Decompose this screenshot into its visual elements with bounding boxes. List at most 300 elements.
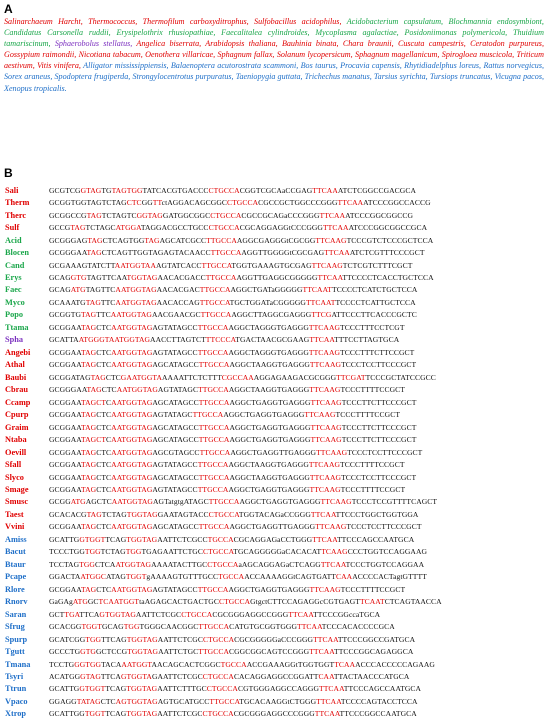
sequence: GCGGAATAGCTCAATGGTAGAGCATAGCCTTGCCAAGGCTGAGGTGAGGGTTCAAGTCCCTTCTTCCCGCT	[49, 397, 417, 407]
sequence: GCGGAATAGCTCAATGGTAGAGCATAGCCTTGCCAAGGCTGAGGTTGAGGGTTCAAGTCCCTCCTTCCCGCT	[49, 522, 422, 532]
sequence-label: Vpaco	[5, 696, 28, 706]
conserved-motif: TAG	[144, 235, 160, 245]
conserved-motif: TTGCCA	[192, 410, 224, 420]
sequence: GCCGTAGTCTAGCATGGATAGGACGCCTGCCCTGCCACGCAGGAGGtCCCGGGTTCAAATCCCGGCGGCCGCA	[49, 223, 428, 233]
conserved-motif: AATGGTAA	[114, 260, 157, 270]
sequence: GCGGAATAGCTCAATGGTAGAGTATAGCTTGCCAAGGCTGAGGTGAGGGTTCAAGTCCCTTTTCCGCT	[49, 410, 401, 420]
conserved-motif: ATG	[70, 497, 86, 507]
sequence-label: Faec	[5, 285, 22, 295]
conserved-motif: TCAA	[334, 659, 356, 669]
alignment-row	[5, 546, 547, 558]
alignment-row	[5, 396, 547, 408]
species-name: Sphagnum magellanicum,	[355, 50, 440, 60]
conserved-motif: CTGCCA	[218, 597, 251, 607]
conserved-motif: TTCAAG	[310, 422, 342, 432]
species-name: Alligator mississippiensis,	[83, 61, 169, 71]
species-name: Erysipelothrix rhusiopathiae,	[116, 28, 216, 38]
alignment-row	[5, 658, 547, 670]
conserved-motif: TAG	[81, 522, 97, 532]
sequence: GCATTGGTGGTTCAGTGGTAGAATTCTCGCCTGCCACGCGGGAGGCCCGGGTTCAATTCCCGGCCAATGCA	[49, 709, 417, 719]
conserved-motif: AATGGTAG	[111, 584, 153, 594]
conserved-motif: CTGCCA	[208, 509, 239, 519]
conserved-motif: TAGTGG	[111, 185, 143, 195]
conserved-motif: TTCAA	[322, 223, 349, 233]
sequence: GCGGAATAGCTCAATGGTAGAGCGTAGCCTTGCCAAGGCTGAGGTTGAGGGTTCAAGTCCCTCCTTCCCGCT	[49, 447, 423, 457]
alignment-row	[5, 571, 547, 583]
conserved-motif: TTCAA	[310, 509, 336, 519]
conserved-motif: TTCAAG	[304, 410, 336, 420]
alignment-row	[5, 558, 547, 570]
species-name: Ceratodon purpureus,	[470, 39, 544, 49]
species-name: Sorex araneus,	[4, 72, 53, 82]
sequence-label: Sfall	[5, 460, 22, 470]
sequence: GCGGGAGTAGCTCAGTGGTAGAGCATCGCCTTGCCAAGGCGAGGGtCGCGGTTCAAGTCCCGTCTCCCGCTCCA	[49, 235, 434, 245]
conserved-motif: TAG	[86, 385, 102, 395]
alignment-row	[5, 259, 547, 271]
conserved-motif: GAATGGTA	[120, 372, 162, 382]
conserved-motif: ATGGA	[115, 223, 141, 233]
conserved-motif: GTGGT	[79, 534, 106, 544]
conserved-motif: TTCAA	[319, 210, 346, 220]
alignment-row	[5, 246, 547, 258]
species-name: Arabidopsis thaliana,	[205, 39, 278, 49]
conserved-motif: TTGCCA	[200, 310, 232, 320]
conserved-motif: TGG	[85, 634, 102, 644]
conserved-motif: GTGGT	[79, 684, 106, 694]
conserved-motif: TAG	[86, 248, 102, 258]
sequence: GCGGAATAGCTCAATGGTAGAGCATAGCCTTGCCAAGGCTGAGGTGAGGGTTCAAGTCCCTTCTTCCCGCT	[49, 422, 417, 432]
conserved-motif: AATGGTAG	[116, 385, 158, 395]
conserved-motif: TTGCCA	[198, 472, 230, 482]
conserved-motif: CTGCCA	[202, 709, 234, 719]
sequence-label: Cand	[5, 260, 25, 270]
sequence-label: Rlore	[5, 584, 25, 594]
conserved-motif: TAG	[86, 509, 102, 519]
species-name: Candidatus Carsonella ruddii,	[4, 28, 111, 38]
conserved-motif: TTCAA	[316, 696, 341, 706]
conserved-motif: TTCAA	[324, 248, 350, 258]
conserved-motif: TTGCCA	[199, 285, 231, 295]
conserved-motif: TAG	[85, 297, 101, 307]
panel-label-b: B	[4, 166, 13, 180]
sequence: GCATCGGTGGTTCAGTGGTAGAATTCTCGCCTGCCACGCGGGGGaCCCGGGTTCAATTCCCGGCCGATGCA	[49, 634, 416, 644]
conserved-motif: TAG	[81, 310, 97, 320]
conserved-motif: TAG	[81, 484, 97, 494]
sequence: GCGGAATAGCTCAATGGTAGAGTATAGCCTTGCCAAGGCTGAGGTGAGGGTTCAAGTCCCTTTTCCGCT	[49, 484, 406, 494]
conserved-motif: CTGCCA	[208, 223, 240, 233]
alignment-row	[5, 421, 547, 433]
sequence: GCGGTGGTAGTCTAGCTCGGTTctAGGACAGCGGCCTGCCACGCCGCTGGCCCGGGTTCAAATCCCGGCCACCG	[49, 198, 431, 208]
conserved-motif: TTGCCA	[205, 273, 237, 283]
conserved-motif: TTGCCA	[208, 497, 240, 507]
conserved-motif: TAG	[81, 472, 97, 482]
sequence: GCAGGTGTAGTTCAATGGTAGAACACGACCTTGCCAAGGTTGAGGCGGGGGTTCAATTCCCCTCACCTGCTCCA	[49, 273, 434, 283]
conserved-motif: TTGCCA	[199, 297, 230, 307]
species-name: Solanum lycopersicum,	[276, 50, 353, 60]
conserved-motif: ATGGC	[80, 572, 107, 582]
sequence: GCACACGTAGTCTAGTGGTAGGAATAGTACCCTGCCATGGTACAGaCCGGGTTCAATTCCCTGGCTGGTGGA	[49, 509, 419, 519]
species-name: Rhytidiadelphus loreus,	[404, 61, 482, 71]
conserved-motif: TAG	[81, 410, 97, 420]
conserved-motif: AATGGTAG	[111, 322, 153, 332]
conserved-motif: TTCAAG	[309, 484, 341, 494]
sequence-label: Sali	[5, 185, 19, 195]
alignment-row	[5, 670, 547, 682]
conserved-motif: GGTAG	[136, 210, 163, 220]
species-name: Vitis vinifera,	[37, 61, 81, 71]
conserved-motif: GTGGTA	[120, 672, 152, 682]
species-name: Cuscuta campestris,	[397, 39, 466, 49]
alignment-row	[5, 284, 547, 296]
sequence-label: Taest	[5, 509, 24, 519]
alignment-row	[5, 309, 547, 321]
conserved-motif: TTCAAT	[305, 297, 336, 307]
conserved-motif: TTCGAT	[336, 372, 366, 382]
species-name: Mycoplasma agalactiae,	[315, 28, 399, 38]
conserved-motif: TGGTAG	[126, 684, 158, 694]
conserved-motif: TGCCA	[207, 534, 234, 544]
conserved-motif: TTGCCA	[198, 622, 230, 632]
species-name: Trichechus manatus,	[304, 72, 372, 82]
conserved-motif: TTCAAG	[308, 322, 341, 332]
sequence: GCGGAATAGCTCAATGGTAGAGTATAGCCTTGCCAAGGCTAGGGTGAGGGTTCAAGTCCCTTTCCTCGT	[49, 322, 405, 332]
conserved-motif: TTCAAG	[310, 435, 342, 445]
conserved-motif: TTGCCA	[198, 385, 229, 395]
conserved-motif: TTGCCA	[198, 647, 229, 657]
conserved-motif: TGG	[84, 547, 101, 557]
sequence: GCAGATGTAGTTCAATGGTAGAACACGACTTGCCAAGGCTGATaGGGGGTTCAATTCCCCTCATCTGCTCCA	[49, 285, 418, 295]
conserved-motif: AATGGTAG	[110, 310, 152, 320]
species-name: Balaenoptera acutorostrata scammoni,	[170, 61, 299, 71]
conserved-motif: TAG	[81, 347, 97, 357]
conserved-motif: TAG	[86, 210, 102, 220]
sequence-label: Sfrug	[5, 622, 25, 632]
sequence: GCGGGAATAGCTCAGTTGGTAGAGTACAACCTTGCCAAGGTTGGGGtCGCGAGTTCAAATCTCGTTTCCCGCT	[49, 248, 425, 258]
conserved-motif: TTCAA	[288, 609, 314, 619]
conserved-motif: TTGCCA	[210, 248, 242, 258]
conserved-motif: TTCAAG	[311, 260, 343, 270]
conserved-motif: TAG	[70, 223, 86, 233]
species-name: Bos taurus,	[300, 61, 338, 71]
conserved-motif: TTCAA	[337, 198, 364, 208]
conserved-motif: TAG	[81, 460, 97, 470]
conserved-motif: GTGGTAG	[99, 609, 136, 619]
sequence-label: Ccamp	[5, 397, 31, 407]
conserved-motif: TTGCCA	[198, 435, 230, 445]
sequence: GCGGAATAGCTCAATGGTAGAGTATAGCCTTGCCAAGGCTAAGGTGAGGGTTCAAGTCCCTTTTCCGCT	[49, 460, 405, 470]
alignment-row	[5, 221, 547, 233]
sequence-label: Btaur	[5, 559, 26, 569]
conserved-motif: TGCCA	[218, 572, 245, 582]
alignment-row	[5, 533, 547, 545]
conserved-motif: TTCAAG	[320, 497, 352, 507]
sequence-alignment	[5, 184, 547, 720]
species-name: Tursiops truncatus,	[429, 72, 493, 82]
conserved-motif: TTCAA	[319, 684, 344, 694]
sequence: GCACGGTGGTGCAGTGGTGGGCAACGGCTTGCCACATGTGCGGTGGGTTCAATCCCACACCCCGCA	[49, 622, 395, 632]
species-name: Rattus norvegicus,	[483, 61, 545, 71]
conserved-motif: TTGCCA	[198, 360, 230, 370]
sequence-label: Spurp	[5, 634, 28, 644]
alignment-row	[5, 483, 547, 495]
sequence-label: Amiss	[5, 534, 27, 544]
conserved-motif: TTGCCA	[209, 696, 240, 706]
alignment-row	[5, 458, 547, 470]
conserved-motif: TTCAAT	[302, 285, 332, 295]
conserved-motif: TAG	[81, 422, 97, 432]
sequence-label: Erys	[5, 273, 22, 283]
sequence-label: Spha	[5, 335, 23, 345]
sequence: GCGGGAATAGCTCAATGGTAGAGTATAGCTTGCCAAGGCTAAGGTGAGGGTTCAAGTCCCTTTTCCGCT	[49, 385, 405, 395]
conserved-motif: CAA	[335, 572, 353, 582]
sequence: GCGTCGGTAGTGTAGTGGTATCACGTGACCCCTGCCACGGTCGCAaCCGAGTTCAAATCTCGGCCGACGCA	[49, 185, 417, 195]
conserved-motif: TTCAAG	[315, 522, 347, 532]
conserved-motif: TTCAAG	[309, 472, 342, 482]
sequence-label: Vvini	[5, 522, 25, 532]
species-name: Bauhinia binata,	[281, 39, 339, 49]
conserved-motif: TCAAG	[321, 547, 348, 557]
conserved-motif: TTCAAG	[309, 385, 341, 395]
species-name: Salinarchaeum Harcht,	[4, 17, 83, 26]
conserved-motif: TTGCCA	[201, 260, 232, 270]
conserved-motif: TTGCCA	[197, 347, 229, 357]
conserved-motif: AATGGTAG	[115, 297, 157, 307]
conserved-motif: TT	[152, 198, 162, 208]
sequence-label: Therc	[5, 210, 27, 220]
alignment-row	[5, 708, 547, 720]
conserved-motif: CTGCCA	[202, 634, 235, 644]
conserved-motif: CTC	[126, 198, 142, 208]
sequence-label: Acid	[5, 235, 22, 245]
species-list	[4, 16, 544, 94]
conserved-motif: CTGCCA	[202, 672, 234, 682]
sequence-label: Bacut	[5, 547, 26, 557]
alignment-row	[5, 321, 547, 333]
conserved-motif: GTAG	[80, 672, 101, 682]
sequence-label: Cpurp	[5, 410, 29, 420]
conserved-motif: TGGTAG	[126, 534, 158, 544]
species-name: Procavia capensis,	[340, 61, 402, 71]
alignment-row	[5, 371, 547, 383]
alignment-row	[5, 359, 547, 371]
sequence-label: Sulf	[5, 223, 20, 233]
conserved-motif: AATGGTAG	[111, 347, 153, 357]
species-name: Thermofilum carboxyditrophus,	[142, 17, 249, 26]
conserved-motif: TGA	[64, 609, 80, 619]
panel-label-a: A	[4, 2, 13, 16]
alignment-row	[5, 608, 547, 620]
sequence-label: Cbrau	[5, 385, 29, 395]
sequence-label: Tgutt	[5, 647, 25, 657]
alignment-row	[5, 296, 547, 308]
sequence: GCGAAAGTATCTTAATGGTAAAGTATCACCTTGCCATGGTGAAAGTGCGAGTTCAAGTCTCGTCTTTCGCT	[49, 260, 413, 270]
conserved-motif: TGGT	[81, 622, 102, 632]
sequence-label: Ttrun	[5, 684, 27, 694]
conserved-motif: TATAG	[76, 696, 101, 706]
conserved-motif: CTGCCA	[202, 547, 234, 557]
conserved-motif: TTCAA	[313, 634, 338, 644]
species-name: Vicugna pacos,	[494, 72, 544, 82]
species-name: Spodoptera frugiperda,	[54, 72, 131, 82]
alignment-row	[5, 384, 547, 396]
conserved-motif: TGGTAG	[126, 273, 158, 283]
conserved-motif: TTCAA	[314, 709, 340, 719]
sequence-label: Graim	[5, 422, 29, 432]
conserved-motif: CAA	[318, 672, 334, 682]
conserved-motif: TTCAA	[297, 622, 322, 632]
alignment-row	[5, 334, 547, 346]
conserved-motif: TAG	[81, 322, 97, 332]
alignment-row	[5, 595, 547, 607]
sequence-label: Smage	[5, 484, 29, 494]
sequence: TCCCTGGTGGTCTAGTGGTGAGAATTCTGCCTGCCATGCAGGGGGaCACACATTCAAGCCCTGGTCCAGGAAG	[49, 547, 428, 557]
conserved-motif: TTCAA	[312, 185, 338, 195]
conserved-motif: AGTGGTAG	[115, 696, 158, 706]
species-name: Taeniopygia guttata,	[235, 72, 303, 82]
sequence: GGAGGTATAGCTCAGTGGTAGAGTGCATGCCTTGCCATGCACAAGGtCTGGGTTCAATCCCCAGTACCTCCA	[49, 696, 418, 706]
sequence-label: Angebi	[5, 347, 31, 357]
conserved-motif: AATGGTAG	[111, 497, 153, 507]
conserved-motif: TTCAAG	[309, 360, 342, 370]
sequence: GCGGAATAGCTCAATGGTAGAGTATAGCCTTGCCAAGGCTAGGGTGAGGGTTCAAGTCCCTTTCTTCCGCT	[49, 347, 415, 357]
alignment-row	[5, 446, 547, 458]
sequence-label: Saran	[5, 609, 27, 619]
sequence-label: Myco	[5, 297, 25, 307]
alignment-row	[5, 471, 547, 483]
species-name: Posidoniimonas polymericola,	[404, 28, 508, 38]
conserved-motif: AATGGTAG	[111, 447, 153, 457]
conserved-motif: TTGCCA	[198, 422, 230, 432]
conserved-motif: TAG	[81, 360, 97, 370]
conserved-motif: TTCAA	[312, 534, 337, 544]
species-name: Thermococcus,	[88, 17, 138, 26]
conserved-motif: TGGTAG	[126, 709, 158, 719]
conserved-motif: GTAG	[80, 185, 102, 195]
alignment-row	[5, 620, 547, 632]
conserved-motif: TAG	[87, 235, 103, 245]
conserved-motif: ATGGGTAATGGTAG	[78, 335, 151, 345]
sequence: GCGGAATAGCTCAATGGTAGAGCATAGCCTTGCCAAGGCTAAGGTGAGGGTTCAAGTCCCTCCTTCCCGCT	[49, 472, 417, 482]
sequence-label: Rnorv	[5, 597, 28, 607]
species-name: Nicotiana tabacum,	[78, 50, 143, 60]
conserved-motif: TAG	[81, 447, 97, 457]
conserved-motif: TGG	[79, 559, 95, 569]
conserved-motif: TTCAAG	[316, 447, 348, 457]
alignment-row	[5, 346, 547, 358]
species-name: Sphagnum fallax,	[217, 50, 275, 60]
species-name: Blochmannia endosymbiont,	[448, 17, 544, 26]
sequence: GCGGATGAGCTCAATGGTAGAGTatgtgATAGCTTGCCAAGGCTGAGGTGAGGGTTCAAGTCCCTCCGTTTTCAGCT	[49, 497, 438, 507]
sequence: GCGGATAGTAGCTCGAATGGTAAAAATTCTCTTTCGCCAAAGGAGAAGACGCGGGTTCGATTCCCGCTATCCGCC	[49, 372, 436, 382]
species-name: Spirogloea muscicola,	[441, 50, 515, 60]
species-name: Acidobacterium capsulatum,	[346, 17, 444, 26]
conserved-motif: CTGCCA	[226, 198, 259, 208]
conserved-motif: TGCCA	[220, 659, 247, 669]
alignment-row	[5, 209, 547, 221]
conserved-motif: TTGCCA	[199, 447, 231, 457]
conserved-motif: AATGGTAG	[111, 410, 153, 420]
sequence-label: Blocen	[5, 248, 29, 258]
conserved-motif: AATGGTAG	[111, 422, 153, 432]
alignment-row	[5, 496, 547, 508]
sequence-label: Xtrop	[5, 709, 27, 719]
sequence: ACATGGGTAGTTCAGTGGTAGAATTCTCGCCTGCCACACAGGAGGCCGGATTCAATTACTAACCCATGCA	[49, 672, 410, 682]
sequence: GGACTAATGGCATAGTGGTgAAAAGTGTTTGCCTGCCAACCAAAAGGtCAGTGATTCAAACCCCACTagtGTTTT	[49, 572, 427, 582]
sequence-label: Popo	[5, 310, 23, 320]
species-name: Gossypium raimondii,	[4, 50, 77, 60]
conserved-motif: AATGGT	[121, 659, 152, 669]
conserved-motif: TAG	[90, 372, 106, 382]
conserved-motif: TGGT	[125, 572, 147, 582]
sequence: GCGGCCGTAGTCTAGTCGGTAGGATGGCGGCCTGCCACGCCGCAGaCCCGGGTTCAAATCCCGGCGGCCG	[49, 210, 414, 220]
conserved-motif: AATGGTAG	[111, 460, 153, 470]
conserved-motif: TAGCT	[81, 397, 107, 407]
conserved-motif: ATGGTAG	[115, 559, 152, 569]
conserved-motif: TTCAAG	[315, 235, 347, 245]
species-name: Tarsius syrichta,	[373, 72, 428, 82]
alignment-row	[5, 683, 547, 695]
conserved-motif: CTGCCA	[208, 185, 240, 195]
alignment-row	[5, 196, 547, 208]
conserved-motif: TGGTAG	[126, 634, 158, 644]
species-name: Faecalitalea cylindroides,	[221, 28, 310, 38]
conserved-motif: TTGCCA	[198, 522, 230, 532]
sequence: GCGGAATAGCTCAATGGTAGAGTATAGCCTTGCCAAGGCTGAGGTGAGGGTTCAAGTCCCTTTTCCGCT	[49, 584, 406, 594]
conserved-motif: TTCG	[311, 310, 332, 320]
alignment-row	[5, 271, 547, 283]
conserved-motif: TTGCCA	[198, 397, 230, 407]
species-name: Sphaerobolus stellatus,	[54, 39, 133, 49]
sequence: TCCTGGGTGGTACAAATGGTAACAGCACTCGGCTGCCAACCGAAAGGtTGGTGGTTCAAACCCACCCCCAGAAG	[49, 659, 435, 669]
conserved-motif: TTGCCA	[197, 584, 229, 594]
sequence-label: Slyco	[5, 472, 24, 482]
conserved-motif: TGGTAG	[126, 509, 158, 519]
conserved-motif: TTCAA	[309, 647, 335, 657]
conserved-motif: TTCCCA	[205, 335, 236, 345]
alignment-row	[5, 408, 547, 420]
species-name: Sulfobacillus acidophilus,	[254, 17, 342, 26]
sequence-label: Tsyri	[5, 672, 24, 682]
alignment-row	[5, 695, 547, 707]
sequence-label: Therm	[5, 198, 30, 208]
alignment-row	[5, 521, 547, 533]
conserved-motif: CTGCCA	[207, 559, 239, 569]
sequence-label: Tmana	[5, 659, 31, 669]
conserved-motif: TTGCCA	[206, 235, 237, 245]
sequence: GCTTGATTCAGTGGTAGAATTCTCGCCTGCCACGCGGGAGGCCGGGTTCAATTCCCGGccaTGCA	[49, 609, 381, 619]
conserved-motif: AATGGTAG	[111, 397, 153, 407]
conserved-motif: CTGCCA	[210, 210, 242, 220]
conserved-motif: AATGGTAG	[111, 522, 153, 532]
conserved-motif: CTGCCA	[181, 609, 213, 619]
conserved-motif: TTCAAG	[308, 347, 341, 357]
sequence-label: Ntaba	[5, 435, 27, 445]
conserved-motif: AATGGTAG	[111, 435, 153, 445]
alignment-row	[5, 583, 547, 595]
conserved-motif: AATGGTAG	[111, 360, 153, 370]
sequence-label: Baubi	[5, 372, 27, 382]
sequence-label: Oevill	[5, 447, 27, 457]
sequence-label: Athal	[5, 360, 25, 370]
conserved-motif: CTGCCA	[206, 684, 238, 694]
alignment-row	[5, 234, 547, 246]
species-name: Strongylocentrotus purpuratus,	[132, 72, 234, 82]
conserved-motif: TCAAT	[359, 597, 385, 607]
conserved-motif: TCAATGGT	[98, 597, 140, 607]
conserved-motif: TTCAAG	[309, 584, 341, 594]
alignment-row	[5, 184, 547, 196]
conserved-motif: TTGCCA	[197, 460, 229, 470]
